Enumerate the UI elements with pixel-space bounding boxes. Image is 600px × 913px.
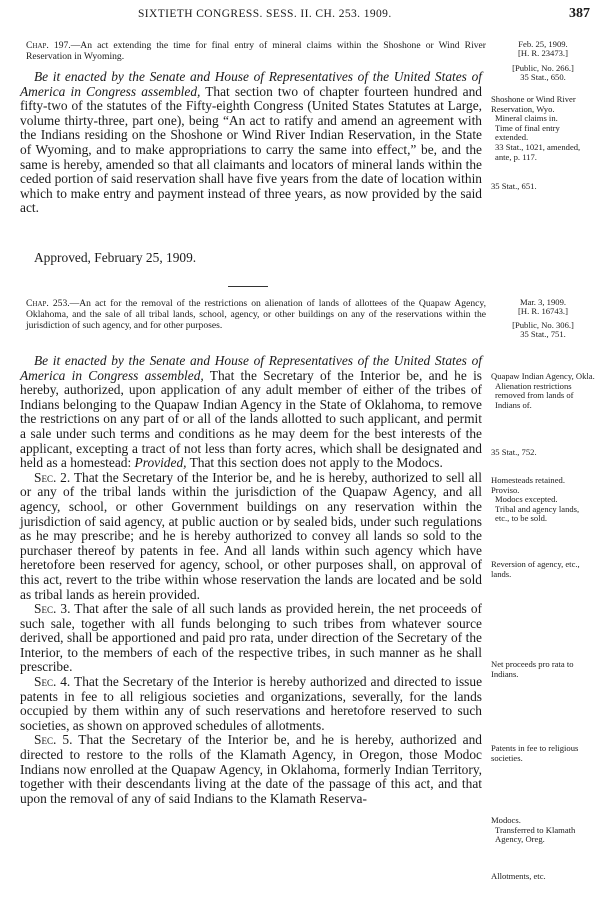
act-197-chapter-label: Chap. 197. (26, 40, 71, 51)
act-197-body (20, 70, 482, 216)
act-197-public-no: [Public, No. 266.] (512, 63, 574, 73)
section-divider (228, 286, 268, 287)
margin-note-shoshone: Shoshone or Wind River Reservation, Wyo. (491, 94, 576, 114)
act-197-date: Feb. 25, 1909. (518, 39, 568, 49)
margin-note-35-stat-752: 35 Stat., 752. (491, 447, 537, 457)
margin-note-modocs: Modocs. (491, 815, 521, 825)
margin-note-quapaw: Quapaw Indian Agency, Okla. (491, 371, 595, 381)
act-253-sec5: That the Secretary of the Interior be, and he is hereby, authorized and directed to restore to the rolls of the Klamath Agency, in Oregon, those Modoc Indians now enrolled at the Quapaw Agency, in Oklahoma, formerly Indian Territory, together with their descendants living at the date of the passage of this act, and that upon the removal of any of said Indians to the Klamath Reserva- (20, 732, 483, 806)
act-253-stat: 35 Stat., 751. (520, 329, 566, 339)
page-number: 387 (569, 6, 590, 21)
act-253-body (20, 354, 482, 806)
act-197-enacting-clause: Be it enacted by the Senate and House of Representatives of the United States of America in Congress assembled, (20, 69, 482, 99)
act-253-date: Mar. 3, 1909. (519, 297, 567, 307)
act-253-margin-modocs (491, 816, 595, 845)
act-253-sec5-label: Sec. 5. (34, 732, 73, 748)
act-197-stat: 35 Stat., 650. (520, 72, 566, 82)
act-253-proviso-text: That this section does not apply to the Modocs. (189, 455, 443, 471)
margin-note-homesteads: Homesteads retained. (491, 475, 565, 485)
act-197-approved: Approved, February 25, 1909. (34, 250, 197, 265)
act-197-title-block (26, 40, 486, 62)
act-253-bill: [H. R. 16743.] (518, 306, 568, 316)
running-header (0, 8, 600, 26)
act-253-sec1: That the Secretary of the Interior be, and he is hereby, authorized, upon application of any adult member of either of the tribes of Indians belonging to the Quapaw Indian Agency in the State of Oklahoma, to remove the restrictions on any part of or all of the lands allotted to such applicant, and permit a sale under such terms and conditions as he may deem for the best interests of the applicant, excepting a tract of not less than forty acres, which shall be designated and held as a homestead: (20, 367, 482, 471)
margin-note-final-entry: Time of final entry extended. (495, 122, 560, 143)
act-253-title: —An act for the removal of the restrictions on alienation of lands of allottees of the Quapaw Agency, Oklahoma, and the sale of all tribal lands, school, agency, or other buildings on any of the reservations within the jurisdiction of such agency, and for other purposes. (26, 298, 486, 332)
act-253-margin-homesteads (491, 476, 595, 524)
act-253-sec4-label: Sec. 4. (34, 674, 71, 690)
act-253-title-block (26, 298, 486, 332)
margin-note-proviso: Proviso. (491, 484, 520, 495)
margin-note-tribal-lands: Tribal and agency lands, etc., to be sold. (495, 503, 580, 524)
act-197-bill: [H. R. 23473.] (518, 48, 568, 58)
act-253-sec2-label: Sec. 2. (34, 469, 71, 485)
act-253-chapter-label: Chap. 253. (26, 298, 70, 309)
margin-note-allotments: Allotments, etc. (491, 871, 546, 881)
margin-note-modocs-excepted: Modocs excepted. (495, 494, 558, 505)
margin-note-alienation: Alienation restrictions removed from lands of Indians of. (495, 380, 574, 410)
act-197-margin-notes (491, 95, 595, 162)
act-253-sec3: That after the sale of all such lands as provided herein, the net proceeds of such sale, together with all funds belonging to such tribes from whatever source derived, shall be apportioned and paid pro rata, under direction of the Secretary of the Interior, to the members of each of the respective tribes, in such manner as he shall prescribe. (20, 601, 482, 675)
act-253-proviso-label: Provided, (134, 455, 187, 471)
act-197-text: That section two of chapter fourteen hundred and fifty-two of the statutes of the Fifty-eighth Congress (United States Statutes at Large, volume thirty-three, part one), being “An act to ratify and amend an agreement with the Indians residing on the Shoshone or Wind River Indian Reservation, in the State of Wyoming, and to make appropriations to carry the same into effect,” be, and the same is hereby, amended so that all claimants and locators of mineral lands within the ceded portion of said reservation shall have five years from the date of location within which to make entry and payment instead of three years, as now provided by the said act. (20, 83, 482, 216)
act-253-public-no: [Public, No. 306.] (512, 320, 574, 330)
act-197-title: —An act extending the time for final entry of mineral claims within the Shoshone or Wind River Reservation in Wyoming. (26, 40, 486, 63)
running-head: SIXTIETH CONGRESS. SESS. II. CH. 253. 1909. (138, 8, 392, 20)
margin-note-reversion: Reversion of agency, etc., lands. (491, 559, 580, 579)
margin-note-35-stat-651: 35 Stat., 651. (491, 181, 537, 191)
act-253-enacting-clause: Be it enacted by the Senate and House of Representatives of the United States of America in Congress assembled, (20, 353, 482, 383)
act-253-sec3-label: Sec. 3. (34, 601, 71, 617)
act-253-sec4: That the Secretary of the Interior is hereby authorized and directed to issue patents in fee to all religious societies and organizations, severally, for the lands occupied by them within any of such reservations and heretofore reserved to such societies, as shown on approved schedules of allotments. (20, 674, 483, 733)
margin-note-proceeds: Net proceeds pro rata to Indians. (491, 659, 574, 679)
margin-note-33-stat: 33 Stat., 1021, amended, ante, p. 117. (495, 141, 581, 162)
margin-note-mineral-claims: Mineral claims in. (495, 113, 558, 124)
act-253-margin-agency (491, 372, 595, 410)
margin-note-transferred: Transferred to Klamath Agency, Oreg. (495, 824, 576, 845)
act-253-sec2: That the Secretary of the Interior be, and he is hereby, authorized to sell all or any of the tribal lands within the jurisdiction of the Quapaw Agency, and all agency, school, or other Government buildings on any reservation within the jurisdiction of said agency, at public auction or by sealed bids, under such regulations as he may prescribe; and he is hereby authorized to convey all lands so sold to the purchaser thereof by patents in fee. And all lands within such agency which have heretofore been reserved for agency, school, or other purposes shall, on approval of this act, revert to the tribe within whose reservation the lands are located and be sold as tribal lands as herein provided. (20, 469, 482, 602)
margin-note-patents: Patents in fee to religious societies. (491, 743, 579, 763)
